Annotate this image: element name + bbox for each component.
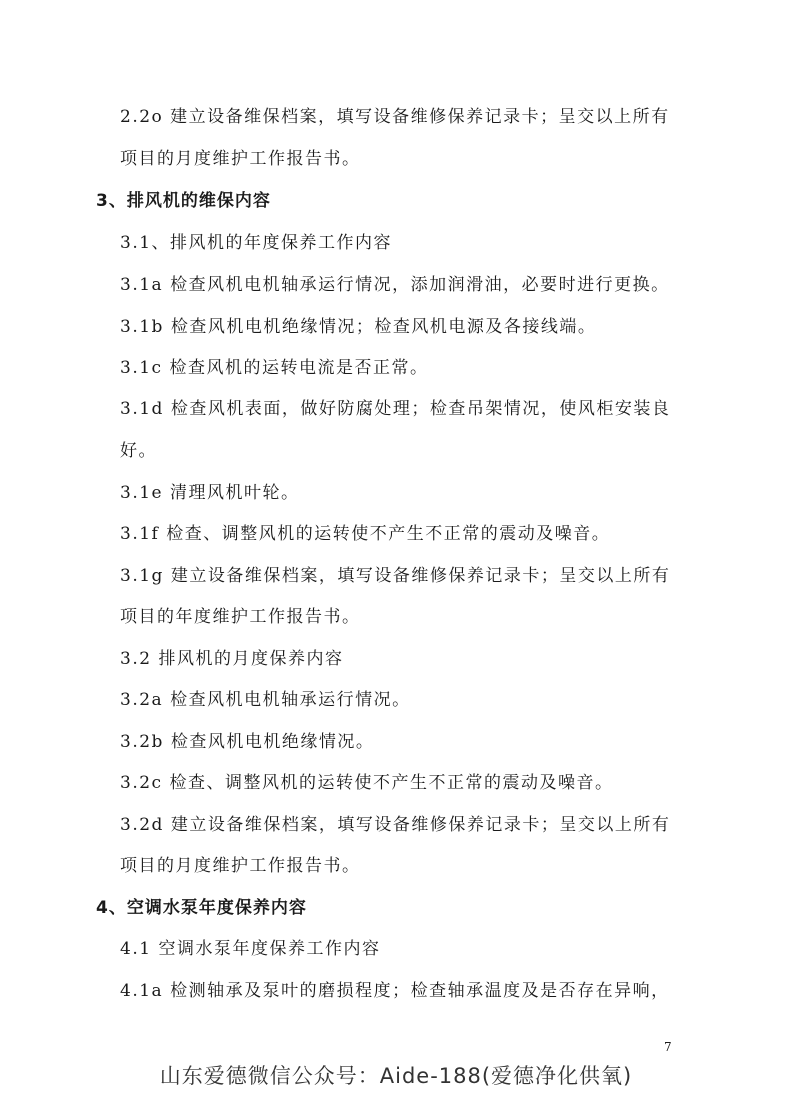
subsection-title: 3.1、排风机的年度保养工作内容 [120, 233, 393, 253]
subsection-title: 4.1 空调水泵年度保养工作内容 [120, 939, 381, 959]
paragraph-line: 3.1c 检查风机的运转电流是否正常。 [120, 358, 429, 378]
paragraph-line: 3.1g 建立设备维保档案，填写设备维修保养记录卡；呈交以上所有 [120, 566, 671, 586]
paragraph-line: 好。 [120, 441, 157, 461]
paragraph-line: 项目的年度维护工作报告书。 [120, 607, 361, 627]
paragraph-line: 3.1a 检查风机电机轴承运行情况，添加润滑油，必要时进行更换。 [120, 275, 670, 295]
paragraph-line: 3.2d 建立设备维保档案，填写设备维修保养记录卡；呈交以上所有 [120, 815, 671, 835]
paragraph-line: 3.2b 检查风机电机绝缘情况。 [120, 732, 375, 752]
section-heading: 4、空调水泵年度保养内容 [96, 898, 307, 918]
subsection-title: 3.2 排风机的月度保养内容 [120, 649, 344, 669]
paragraph-line: 3.2a 检查风机电机轴承运行情况。 [120, 690, 411, 710]
paragraph-line: 4.1a 检测轴承及泵叶的磨损程度；检查轴承温度及是否存在异响， [120, 981, 670, 1001]
paragraph-line: 3.1f 检查、调整风机的运转使不产生不正常的震动及噪音。 [120, 524, 611, 544]
paragraph-line: 2.2o 建立设备维保档案，填写设备维修保养记录卡；呈交以上所有 [120, 107, 670, 127]
paragraph-line: 项目的月度维护工作报告书。 [120, 149, 361, 169]
paragraph-line: 项目的月度维护工作报告书。 [120, 856, 361, 876]
page-number: 7 [664, 1040, 672, 1054]
paragraph-line: 3.2c 检查、调整风机的运转使不产生不正常的震动及噪音。 [120, 773, 614, 793]
paragraph-line: 3.1e 清理风机叶轮。 [120, 483, 300, 503]
paragraph-line: 3.1d 检查风机表面，做好防腐处理；检查吊架情况，使风柜安装良 [120, 399, 671, 419]
section-heading: 3、排风机的维保内容 [96, 191, 271, 211]
paragraph-line: 3.1b 检查风机电机绝缘情况；检查风机电源及各接线端。 [120, 317, 597, 337]
footer-watermark: 山东爱德微信公众号：Aide-188(爱德净化供氧) [159, 1064, 633, 1088]
